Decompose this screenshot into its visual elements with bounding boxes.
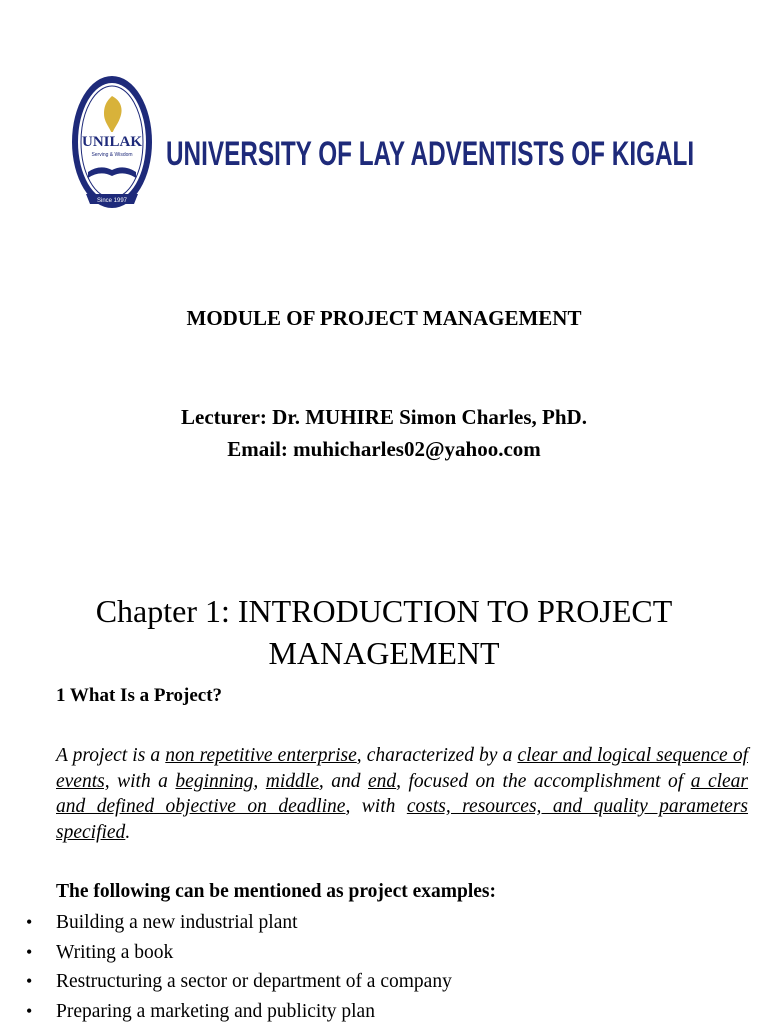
logo-motto: Serving & Wisdom [91,152,133,158]
underlined-term: middle [265,770,319,792]
university-name: UNIVERSITY OF LAY ADVENTISTS OF KIGALI [166,135,695,173]
examples-heading: The following can be mentioned as project examples: [56,881,496,902]
list-item: • Preparing a marketing and publicity plan [0,997,768,1027]
underlined-term: non repetitive enterprise [165,745,357,766]
bullet-icon: • [26,941,33,962]
bullet-icon: • [26,912,33,932]
underlined-term: beginning [175,770,254,792]
underlined-term: end [367,770,397,792]
unilak-logo [68,72,156,212]
list-item: • Building a new industrial plant [0,908,768,938]
module-title: MODULE OF PROJECT MANAGEMENT [186,306,582,330]
email-line: Email: muhicharles02@yahoo.com [227,437,541,461]
bullet-icon: • [26,971,33,992]
lecturer-line: Lecturer: Dr. MUHIRE Simon Charles, PhD. [181,405,587,429]
logo-since: Since 1997 [96,198,128,204]
bullet-icon: • [26,1001,33,1022]
chapter-title: Chapter 1: INTRODUCTION TO PROJECT MANAGEMENT [95,593,673,671]
list-item: • Restructuring a sector or department of a company [0,967,768,997]
examples-list [0,908,768,1027]
logo-wordmark: UNILAK [81,134,143,150]
list-item: • Writing a book [0,938,768,968]
underlined-term: costs, resources, and quality parameters specified [56,796,749,843]
underlined-term: clear and logical sequence of events, [56,745,748,792]
document-header [68,72,698,214]
section-heading: 1 What Is a Project? [56,685,223,706]
project-definition: A project is a non repetitive enterprise, characterized by a clear and logical sequence of events, with a beginning, middle, and end, focused on the accomplishment of a clear and defined objective on deadline, with costs, resources, and quality parameters specified. [56,745,749,843]
underlined-term: a clear and defined objective on deadline [56,770,749,817]
